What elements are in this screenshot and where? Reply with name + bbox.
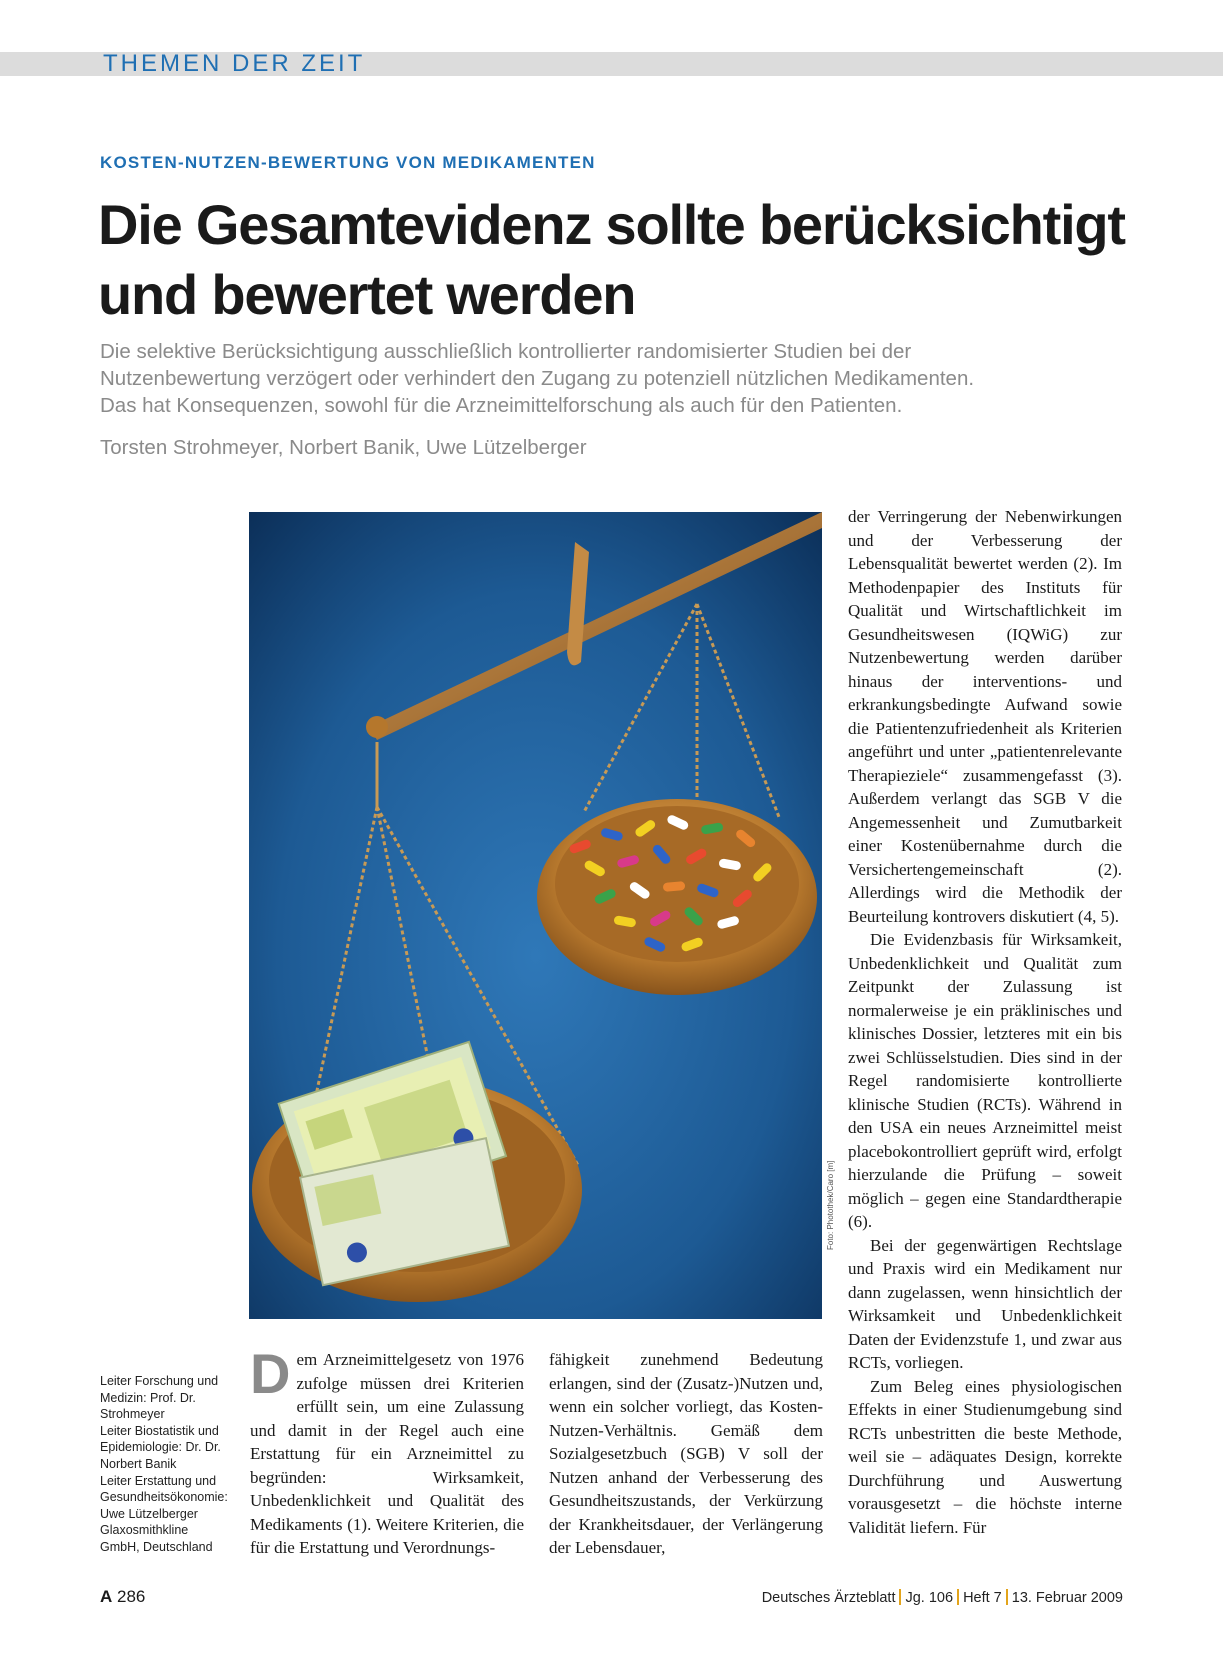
page-number [100, 1587, 145, 1607]
journal-name: Deutsches Ärzteblatt [761, 1590, 896, 1606]
affiliation-line: Leiter Erstattung und Gesundheitsökonomie: Uwe Lützelberger [100, 1473, 228, 1521]
section-title: THEMEN DER ZEIT [103, 50, 366, 77]
journal-footer [762, 1589, 1123, 1606]
article-headline [98, 190, 1138, 330]
article-lead [100, 338, 1160, 419]
body-column-3 [848, 505, 1122, 1539]
separator [1006, 1589, 1008, 1605]
body-paragraph: der Verringerung der Nebenwirkungen und der Verbesserung der Lebensqualität bewertet werden (2). Im Methodenpapier des Instituts für Qualität und Wirtschaftlichkeit im Gesundheitswesen (IQWiG) zur Nutzenbewertung werden darüber hinaus der interventions- und erkrankungsbedingte Aufwand sowie die Patientenzufriedenheit als Kriterien angeführt und unter „patientenrelevante Therapieziele“ zusammengefasst (3). Außerdem verlangt das SGB V die Angemessenheit und Zumutbarkeit einer Kostenübernahme durch die Versichertengemeinschaft (2). Allerdings wird die Methodik der Beurteilung kontrovers diskutiert (4, 5). [848, 507, 1122, 926]
journal-date: 13. Februar 2009 [1011, 1590, 1123, 1606]
journal-volume: Jg. 106 [905, 1590, 954, 1606]
body-paragraph: Zum Beleg eines physiologischen Effekts in einer Studienumgebung sind RCTs unbestritten die beste Methode, weil sie – adäquates Design, korrekte Durchführung und Auswertung vorausgesetzt – die höchste interne Validität liefern. Für [848, 1376, 1122, 1537]
body-paragraph: fähigkeit zunehmend Bedeutung erlangen, sind der (Zusatz-)Nutzen und, wenn ein solcher vorliegt, das Kosten-Nutzen-Verhältnis. Gemäß dem Sozialgesetzbuch (SGB) V soll der Nutzen anhand der Verbesserung des Gesundheitszustands, der Verkürzung der Krankheitsdauer, der Verlängerung der Lebensdauer, [549, 1350, 823, 1557]
article-kicker: KOSTEN-NUTZEN-BEWERTUNG VON MEDIKAMENTEN [100, 153, 596, 172]
affiliation-line: Leiter Forschung und Medizin: Prof. Dr. Strohmeyer [100, 1374, 219, 1422]
separator [957, 1589, 959, 1605]
separator [899, 1589, 901, 1605]
author-affiliation [100, 1373, 230, 1556]
body-paragraph: Die Evidenzbasis für Wirksamkeit, Unbedenklichkeit und Qualität zum Zeitpunkt der Zulassung ist normalerweise je ein präklinisches und klinisches Dossier, letzteres mit ein bis zwei Schlüsselstudien. Dies sind in der Regel randomisierte kontrollierte klinische Studien (RCTs). Während in den USA ein neues Arzneimittel meist placebokontrolliert geprüft wird, erfolgt hierzulande die Prüfung – soweit möglich – gegen eine Standardtherapie (6). [848, 930, 1122, 1231]
lead-line-1: Die selektive Berücksichtigung ausschließlich kontrollierter randomisierter Studien bei der [100, 340, 912, 363]
affiliation-line: Leiter Biostatistik und Epidemiologie: Dr. Dr. Norbert Banik [100, 1423, 221, 1471]
affiliation-line: Glaxosmithkline GmbH, Deutschland [100, 1523, 213, 1554]
dropcap: D [250, 1342, 291, 1405]
scale-photo [249, 512, 822, 1319]
lead-line-2: Nutzenbewertung verzögert oder verhindert den Zugang zu potenziell nützlichen Medikamenten. [100, 367, 975, 390]
headline-line-1: Die Gesamtevidenz sollte berücksichtigt [98, 193, 1125, 256]
body-column-1 [250, 1342, 524, 1560]
body-column-2 [549, 1348, 823, 1560]
journal-issue: Heft 7 [963, 1590, 1002, 1606]
headline-line-2: und bewertet werden [98, 263, 636, 326]
page-number-value: 286 [117, 1587, 146, 1606]
photo-credit: Foto: Photothek/Caro [m] [826, 1160, 835, 1250]
lead-line-3: Das hat Konsequenzen, sowohl für die Arzneimittelforschung als auch für den Patienten. [100, 394, 903, 417]
body-paragraph: em Arzneimittelgesetz von 1976 zufolge müssen drei Kriterien erfüllt sein, um eine Zulassung und damit in der Regel auch eine Erstattung für ein Arzneimittel zu begründen: Wirksamkeit, Unbedenklichkeit und Qualität des Medikaments (1). Weitere Kriterien, die für die Erstattung und Verordnungs- [250, 1350, 524, 1557]
body-paragraph: Bei der gegenwärtigen Rechtslage und Praxis wird ein Medikament nur dann zugelassen, wenn hinsichtlich der Wirksamkeit und Unbedenklichkeit Daten der Evidenzstufe 1, und zwar aus RCTs, vorliegen. [848, 1235, 1122, 1372]
article-authors: Torsten Strohmeyer, Norbert Banik, Uwe Lützelberger [100, 436, 587, 459]
page-prefix: A [100, 1587, 113, 1606]
